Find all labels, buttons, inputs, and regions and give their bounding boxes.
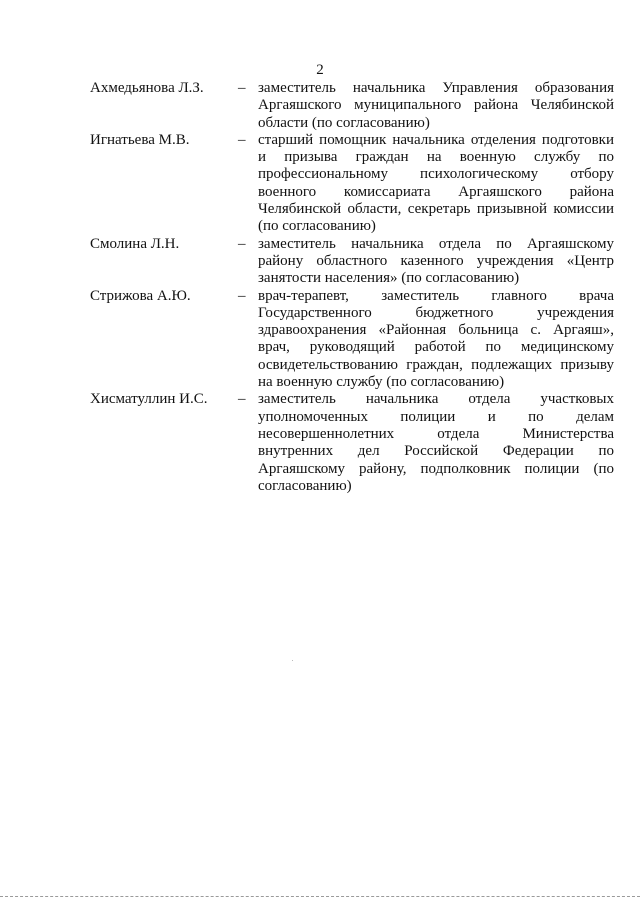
- member-row: [90, 80, 614, 132]
- member-role: врач-терапевт, заместитель главного врача Государственного бюджетного учреждения здравоохранения «Районная больница с. Аргаяш», врач, руководящий работой по медицинскому освидетельствованию граждан, подлежащих призыву на военную службу (по согласованию): [258, 287, 614, 391]
- member-dash: –: [238, 235, 246, 252]
- member-role: заместитель начальника отдела участковых уполномоченных полиции и по делам несовершеннолетних отдела Министерства внутренних дел Российской Федерации по Аргаяшскому району, подполковник полиции (по согласованию): [258, 391, 614, 494]
- member-name: Ахмедьянова Л.З.: [90, 80, 204, 96]
- member-name: Хисматуллин И.С.: [90, 391, 208, 408]
- member-dash: –: [238, 287, 246, 304]
- member-dash: –: [238, 80, 246, 96]
- member-row: [90, 391, 614, 495]
- member-role: старший помощник начальника отделения подготовки и призыва граждан на военную службу по профессиональному психологическому отбору военного комиссариата Аргаяшского района Челябинской области, секретарь призывной комиссии (по согласованию): [258, 131, 614, 235]
- page-number: 2: [316, 62, 324, 78]
- member-name: Смолина Л.Н.: [90, 235, 180, 252]
- member-name: Игнатьева М.В.: [90, 131, 190, 148]
- member-dash: –: [238, 391, 246, 408]
- member-row: [90, 132, 614, 236]
- member-row: [90, 236, 614, 288]
- scan-speck: [292, 660, 293, 661]
- member-role: заместитель начальника Управления образования Аргаяшского муниципального района Челябинской области (по согласованию): [258, 80, 614, 131]
- member-name: Стрижова А.Ю.: [90, 287, 191, 304]
- commission-members-list: [90, 80, 614, 495]
- member-row: [90, 288, 614, 392]
- member-role: заместитель начальника отдела по Аргаяшскому району областного казенного учреждения «Центр занятости населения» (по согласованию): [258, 235, 614, 287]
- scan-edge-line: [0, 896, 640, 897]
- member-dash: –: [238, 131, 246, 148]
